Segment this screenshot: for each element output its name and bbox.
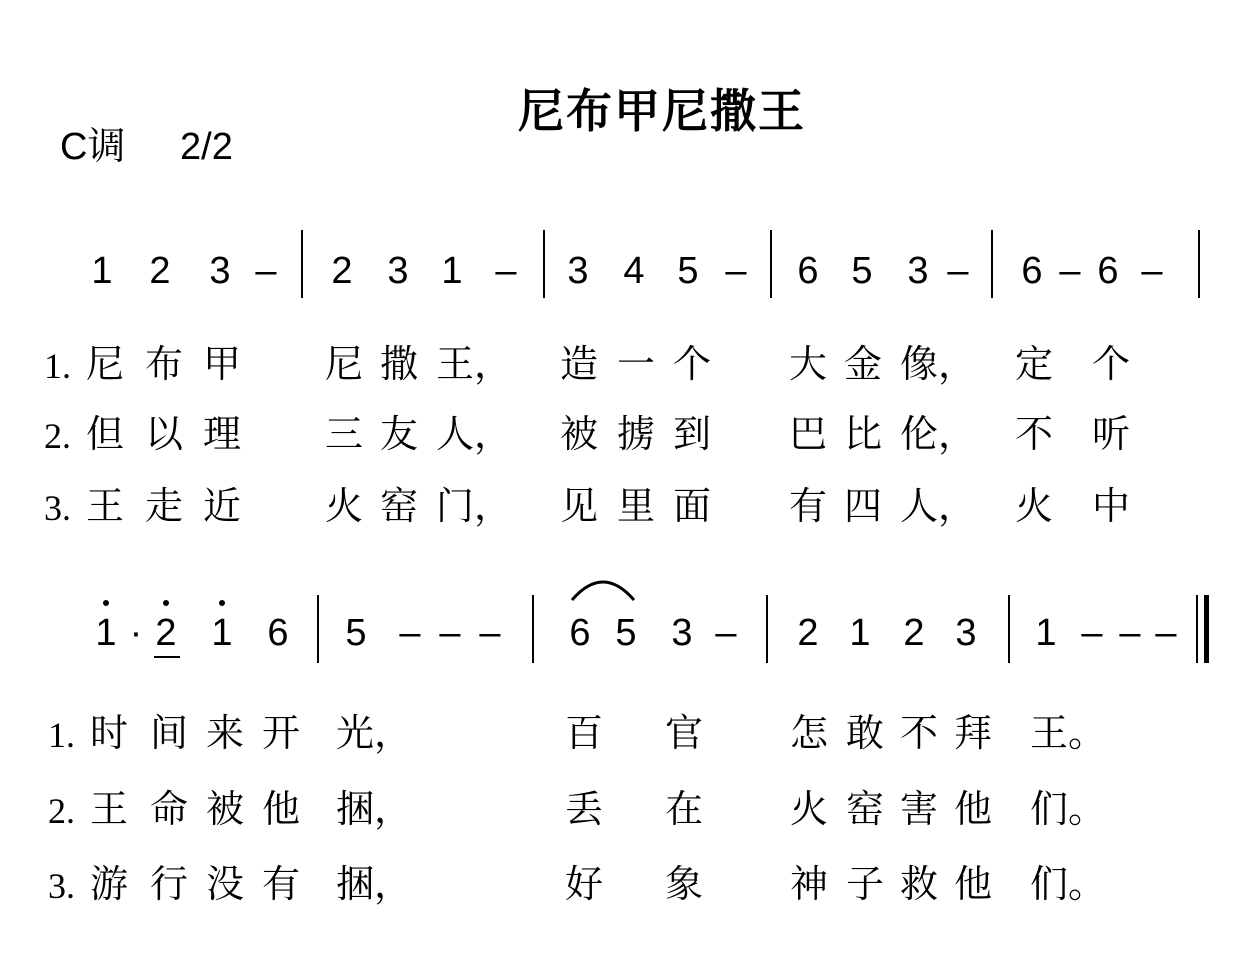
note: 1 bbox=[211, 612, 233, 654]
verse-number: 3. bbox=[48, 866, 75, 906]
lyric-char: 掳 bbox=[617, 412, 656, 456]
dash: – bbox=[1081, 612, 1103, 654]
song-title: 尼布甲尼撒王 bbox=[518, 84, 806, 138]
dash: – bbox=[1059, 250, 1081, 292]
lyric-char: 尼 bbox=[86, 342, 125, 386]
lyric-char: 怎 bbox=[790, 711, 829, 755]
key-signature: C调 bbox=[60, 126, 126, 168]
note: 2 bbox=[155, 612, 177, 654]
barline bbox=[766, 595, 768, 663]
note: 3 bbox=[955, 612, 977, 654]
lyric-char: 有 bbox=[262, 862, 301, 906]
lyric-char: 王 bbox=[90, 787, 129, 831]
note: 5 bbox=[677, 250, 699, 292]
lyric-char: 火 bbox=[1015, 484, 1054, 528]
lyric-char: 捆， bbox=[336, 862, 413, 906]
dash: – bbox=[255, 250, 277, 292]
lyric-char: 比 bbox=[844, 412, 883, 456]
lyric-char: 他 bbox=[954, 787, 993, 831]
lyric-char: 伦， bbox=[900, 412, 977, 456]
note: 6 bbox=[797, 250, 819, 292]
lyric-char: 王 bbox=[86, 484, 125, 528]
note: 3 bbox=[567, 250, 589, 292]
note: 2 bbox=[797, 612, 819, 654]
lyric-char: 金 bbox=[844, 342, 883, 386]
verse-number: 1. bbox=[44, 346, 71, 386]
note: 3 bbox=[671, 612, 693, 654]
lyric-char: 听 bbox=[1092, 412, 1131, 456]
lyric-char: 四 bbox=[844, 484, 883, 528]
high-octave-dot bbox=[219, 600, 225, 606]
dash: – bbox=[1119, 612, 1141, 654]
lyric-char: 个 bbox=[673, 342, 712, 386]
lyric-char: 被 bbox=[560, 412, 599, 456]
lyric-char: 窑 bbox=[846, 787, 885, 831]
note: 3 bbox=[387, 250, 409, 292]
dash: – bbox=[479, 612, 501, 654]
lyric-char: 个 bbox=[1092, 342, 1131, 386]
lyric-char: 子 bbox=[846, 862, 885, 906]
lyric-char: 害 bbox=[900, 787, 939, 831]
lyric-char: 造 bbox=[560, 342, 599, 386]
lyric-char: 近 bbox=[203, 484, 242, 528]
note: 5 bbox=[851, 250, 873, 292]
lyric-char: 神 bbox=[790, 862, 829, 906]
lyric-char: 被 bbox=[206, 787, 245, 831]
lyric-char: 火 bbox=[790, 787, 829, 831]
lyric-char: 王， bbox=[436, 342, 513, 386]
time-signature: 2/2 bbox=[180, 126, 233, 168]
lyric-char: 布 bbox=[145, 342, 184, 386]
verse-number: 1. bbox=[48, 715, 75, 755]
lyric-char: 救 bbox=[900, 862, 939, 906]
lyric-char: 命 bbox=[150, 787, 189, 831]
note: 2 bbox=[331, 250, 353, 292]
lyric-char: 火 bbox=[325, 484, 364, 528]
lyric-char: 一 bbox=[617, 342, 656, 386]
lyric-char: 走 bbox=[145, 484, 184, 528]
lyric-char: 有 bbox=[789, 484, 828, 528]
lyric-char: 象 bbox=[665, 862, 704, 906]
dash: – bbox=[715, 612, 737, 654]
lyric-char: 好 bbox=[565, 862, 604, 906]
lyric-char: 像， bbox=[900, 342, 977, 386]
barline bbox=[991, 230, 993, 298]
lyric-char: 游 bbox=[90, 862, 129, 906]
lyric-char: 中 bbox=[1092, 484, 1131, 528]
lyric-char: 但 bbox=[86, 412, 125, 456]
lyric-char: 到 bbox=[673, 412, 712, 456]
lyric-char: 百 bbox=[565, 711, 604, 755]
lyric-char: 撒 bbox=[380, 342, 419, 386]
high-octave-dot bbox=[103, 600, 109, 606]
dash: – bbox=[725, 250, 747, 292]
lyric-char: 拜 bbox=[954, 711, 993, 755]
lyric-char: 尼 bbox=[325, 342, 364, 386]
lyric-char: 人， bbox=[436, 412, 513, 456]
verse-number: 2. bbox=[48, 791, 75, 831]
lyric-char: 们。 bbox=[1030, 787, 1107, 831]
dotted-rhythm-mark: · bbox=[129, 612, 143, 654]
note: 6 bbox=[569, 612, 591, 654]
note: 1 bbox=[849, 612, 871, 654]
lyric-char: 在 bbox=[665, 787, 704, 831]
dash: – bbox=[399, 612, 421, 654]
lyric-char: 们。 bbox=[1030, 862, 1107, 906]
lyric-char: 面 bbox=[673, 484, 712, 528]
lyric-char: 见 bbox=[560, 484, 599, 528]
lyric-char: 丢 bbox=[565, 787, 604, 831]
lyric-char: 王。 bbox=[1030, 711, 1107, 755]
verse-number: 3. bbox=[44, 488, 71, 528]
lyric-char: 门， bbox=[436, 484, 513, 528]
lyric-char: 定 bbox=[1015, 342, 1054, 386]
lyric-char: 没 bbox=[206, 862, 245, 906]
lyric-char: 窑 bbox=[380, 484, 419, 528]
note: 1 bbox=[441, 250, 463, 292]
lyric-char: 甲 bbox=[203, 342, 242, 386]
verse-number: 2. bbox=[44, 416, 71, 456]
lyric-char: 时 bbox=[90, 711, 129, 755]
lyric-char: 光， bbox=[336, 711, 413, 755]
lyric-char: 他 bbox=[262, 787, 301, 831]
barline bbox=[770, 230, 772, 298]
lyric-char: 大 bbox=[789, 342, 828, 386]
note: 5 bbox=[615, 612, 637, 654]
barline bbox=[543, 230, 545, 298]
final-barline-thin bbox=[1196, 595, 1198, 663]
lyric-char: 敢 bbox=[846, 711, 885, 755]
note: 4 bbox=[623, 250, 645, 292]
barline bbox=[301, 230, 303, 298]
lyric-char: 他 bbox=[954, 862, 993, 906]
lyric-char: 理 bbox=[203, 412, 242, 456]
lyric-char: 友 bbox=[380, 412, 419, 456]
lyric-char: 三 bbox=[325, 412, 364, 456]
note: 1 bbox=[95, 612, 117, 654]
lyric-char: 行 bbox=[150, 862, 189, 906]
lyric-char: 间 bbox=[150, 711, 189, 755]
note: 3 bbox=[209, 250, 231, 292]
dash: – bbox=[947, 250, 969, 292]
lyric-char: 不 bbox=[900, 711, 939, 755]
note: 3 bbox=[907, 250, 929, 292]
note: 2 bbox=[149, 250, 171, 292]
dash: – bbox=[1155, 612, 1177, 654]
note: 5 bbox=[345, 612, 367, 654]
note: 2 bbox=[903, 612, 925, 654]
note: 6 bbox=[267, 612, 289, 654]
lyric-char: 以 bbox=[145, 412, 184, 456]
lyric-char: 开 bbox=[262, 711, 301, 755]
lyric-char: 巴 bbox=[789, 412, 828, 456]
barline bbox=[1008, 595, 1010, 663]
slur bbox=[568, 572, 638, 602]
barline bbox=[1198, 230, 1200, 298]
lyric-char: 来 bbox=[206, 711, 245, 755]
lyric-char: 里 bbox=[617, 484, 656, 528]
note: 1 bbox=[1035, 612, 1057, 654]
barline bbox=[317, 595, 319, 663]
lyric-char: 不 bbox=[1015, 412, 1054, 456]
barline bbox=[532, 595, 534, 663]
underline bbox=[154, 656, 180, 658]
note: 1 bbox=[91, 250, 113, 292]
note: 6 bbox=[1097, 250, 1119, 292]
final-barline-thick bbox=[1204, 595, 1209, 663]
note: 6 bbox=[1021, 250, 1043, 292]
dash: – bbox=[495, 250, 517, 292]
dash: – bbox=[1141, 250, 1163, 292]
lyric-char: 捆， bbox=[336, 787, 413, 831]
lyric-char: 人， bbox=[900, 484, 977, 528]
high-octave-dot bbox=[163, 600, 169, 606]
dash: – bbox=[439, 612, 461, 654]
lyric-char: 官 bbox=[665, 711, 704, 755]
